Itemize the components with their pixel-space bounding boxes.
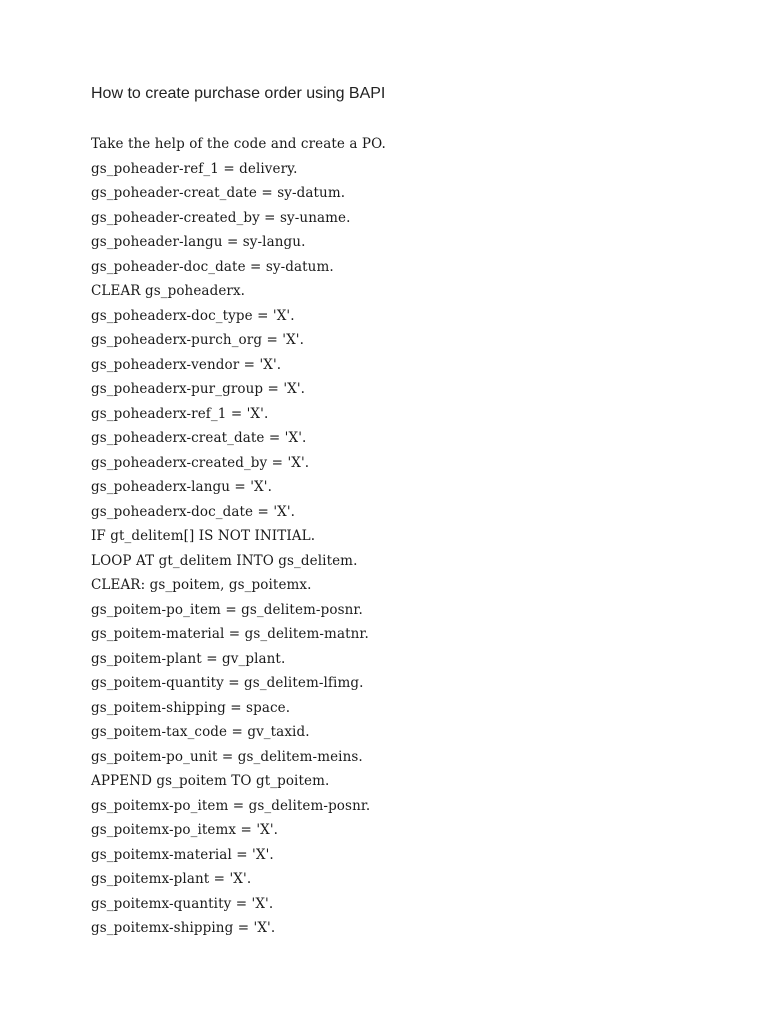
code-line: gs_poheader-created_by = sy-uname.	[91, 209, 351, 226]
code-line: LOOP AT gt_delitem INTO gs_delitem.	[91, 552, 358, 569]
code-line: gs_poitem-plant = gv_plant.	[91, 650, 286, 667]
code-line: CLEAR: gs_poitem, gs_poitemx.	[91, 577, 312, 593]
code-line: gs_poitemx-po_itemx = 'X'.	[91, 822, 279, 838]
code-line: gs_poitemx-quantity = 'X'.	[91, 895, 274, 912]
code-line: gs_poheaderx-purch_org = 'X'.	[91, 332, 304, 348]
code-line: gs_poheader-langu = sy-langu.	[91, 234, 306, 250]
code-line: IF gt_delitem[] IS NOT INITIAL.	[91, 528, 316, 544]
document-title: How to create purchase order using BAPI	[91, 85, 386, 102]
code-line: gs_poitem-quantity = gs_delitem-lfimg.	[91, 675, 364, 691]
code-line: gs_poheaderx-vendor = 'X'.	[91, 356, 282, 373]
code-line: gs_poitem-po_unit = gs_delitem-meins.	[91, 748, 363, 765]
code-line: gs_poheader-doc_date = sy-datum.	[91, 258, 334, 275]
code-line: gs_poitem-material = gs_delitem-matnr.	[91, 626, 369, 642]
code-line: gs_poitemx-material = 'X'.	[91, 846, 274, 863]
code-line: gs_poitem-tax_code = gv_taxid.	[91, 724, 310, 740]
code-line: gs_poheaderx-pur_group = 'X'.	[91, 381, 306, 397]
code-line: gs_poheaderx-created_by = 'X'.	[91, 454, 310, 471]
code-line: CLEAR gs_poheaderx.	[91, 283, 246, 299]
code-line: gs_poitem-shipping = space.	[91, 699, 291, 716]
code-line: gs_poheaderx-ref_1 = 'X'.	[91, 405, 269, 422]
code-line: gs_poheaderx-doc_type = 'X'.	[91, 307, 295, 324]
code-line: gs_poitemx-po_item = gs_delitem-posnr.	[91, 797, 371, 814]
code-line: gs_poheader-creat_date = sy-datum.	[91, 185, 346, 201]
code-line: gs_poitem-po_item = gs_delitem-posnr.	[91, 601, 363, 618]
code-line: Take the help of the code and create a PO.	[91, 136, 386, 152]
code-line: gs_poitemx-plant = 'X'.	[91, 871, 252, 887]
code-line: gs_poheaderx-doc_date = 'X'.	[91, 503, 296, 520]
code-line: gs_poheader-ref_1 = delivery.	[91, 160, 298, 177]
code-line: gs_poheaderx-langu = 'X'.	[91, 479, 272, 495]
code-listing	[91, 132, 731, 941]
code-line: APPEND gs_poitem TO gt_poitem.	[91, 773, 330, 789]
code-line: gs_poheaderx-creat_date = 'X'.	[91, 430, 307, 446]
code-line: gs_poitemx-shipping = 'X'.	[91, 920, 276, 936]
